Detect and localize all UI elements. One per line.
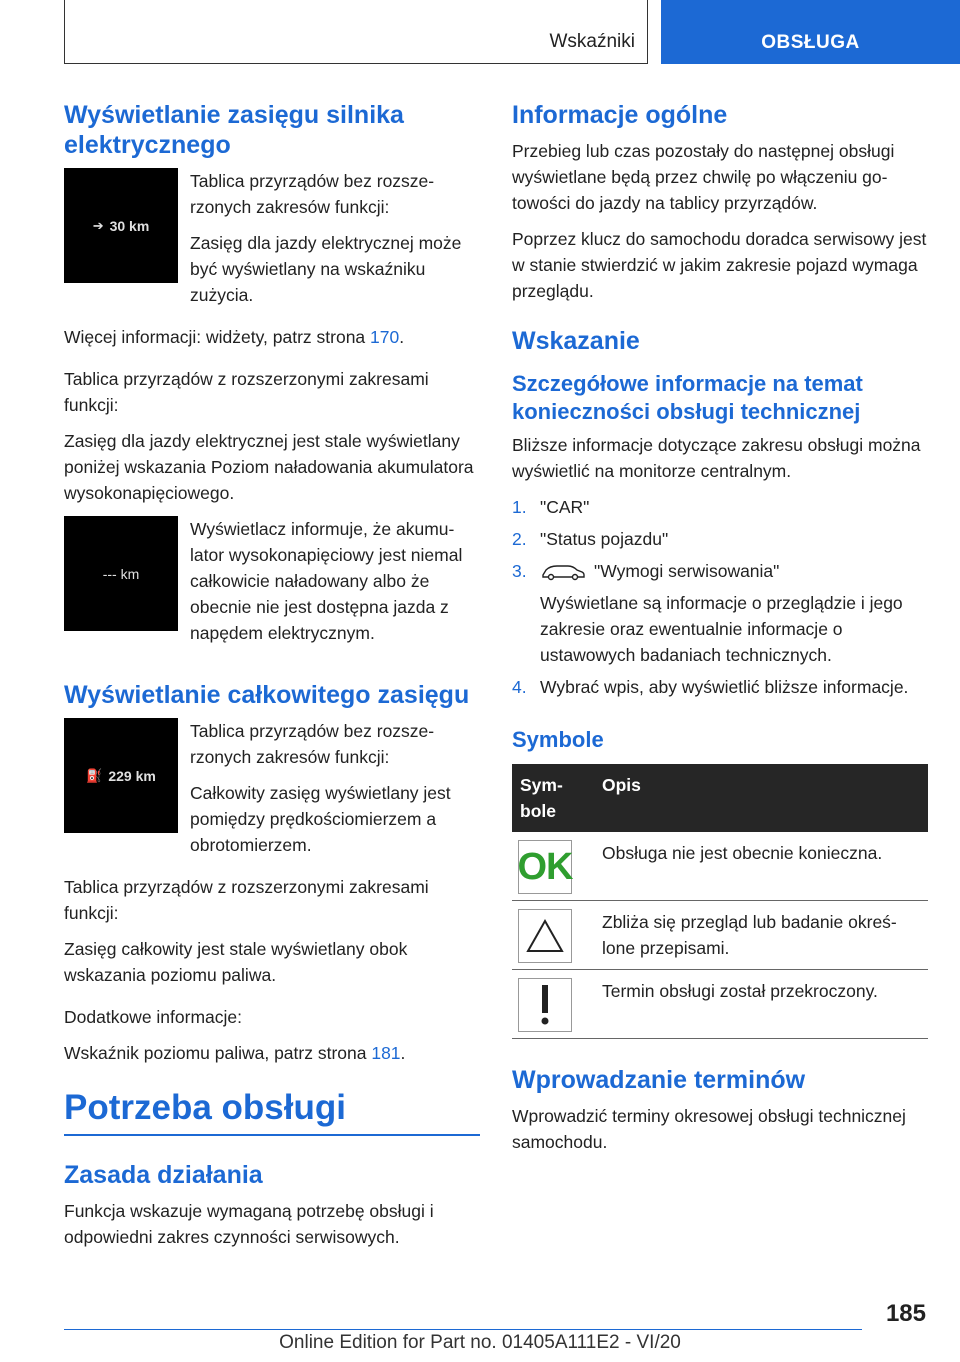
- fuel-gauge-text: Wskaźnik poziomu paliwa, patrz strona: [64, 1043, 372, 1063]
- general-text-2: Poprzez klucz do samochodu doradca serwisowy jest w stanie stwierdzić w jakim zakresie pojazd wymaga przeglądu.: [512, 229, 927, 301]
- extended-cluster-label-2: Tablica przyrządów z rozszerzonymi zakresami funkcji:: [64, 877, 429, 923]
- total-range-ext-text: Zasięg całkowity jest stale wyświetlany obok wskazania poziomu paliwa.: [64, 939, 408, 985]
- list-item: [512, 526, 928, 552]
- cluster-image-electric-range: [64, 168, 178, 283]
- steps-list: [512, 494, 928, 700]
- basic-cluster-label-2: Tablica przyrządów bez rozszerzonych zakresów funkcji:: [190, 721, 435, 767]
- heading-enter-dates: Wprowadzanie terminów: [512, 1066, 806, 1094]
- list-item: [512, 494, 928, 520]
- page-link-170[interactable]: 170: [370, 327, 400, 347]
- fuel-gauge-paragraph: [64, 1040, 480, 1066]
- page-number: 185: [885, 1300, 926, 1327]
- total-range-basic-text: Całkowity zasięg wyświetlany jest pomiędzy prędkościomierzem a obrotomierzem.: [190, 783, 451, 855]
- step-number: 2.: [512, 529, 527, 549]
- fuel-pump-icon: ⛽: [86, 767, 103, 783]
- heading-indication: Wskazanie: [512, 327, 640, 355]
- heading-electric-range: Wyświetlanie zasięgu silnika elektrycznego: [64, 101, 404, 159]
- header-tab[interactable]: [661, 0, 960, 64]
- total-range-block: [64, 718, 480, 868]
- step-text: "CAR": [540, 497, 590, 517]
- heading-service-details: Szczegółowe informacje na temat konieczności obsługi technicznej: [512, 371, 863, 424]
- enter-dates-text: Wprowadzić terminy okresowej obsługi technicznej samochodu.: [512, 1106, 906, 1152]
- footer-rule: [64, 1329, 862, 1330]
- car-service-icon: [540, 563, 586, 581]
- header-section-box: [64, 0, 648, 64]
- symbol-description: Zbliża się przegląd lub badanie określone przepisami.: [594, 901, 928, 970]
- total-range-value: 229 km: [108, 767, 156, 784]
- battery-empty-text: Wyświetlacz informuje, że akumulator wysokonapięciowy jest niemal całkowicie naładowany albo że obecnie nie jest dostępna jazda z napędem elektrycznym.: [190, 519, 463, 643]
- exclamation-icon: [518, 978, 572, 1032]
- ok-icon: OK: [518, 840, 572, 894]
- symbols-table: [512, 764, 928, 1039]
- step-text: "Wymogi serwisowania": [594, 561, 780, 581]
- step-text: "Status pojazdu": [540, 529, 669, 549]
- additional-info-label: Dodatkowe informacje:: [64, 1007, 242, 1027]
- page-link-181[interactable]: 181: [371, 1043, 401, 1063]
- left-column: [64, 100, 480, 1260]
- cluster-image-empty-range: [64, 516, 178, 631]
- heading-symbols: Symbole: [512, 727, 604, 752]
- extended-cluster-label: Tablica przyrządów z rozszerzonymi zakresami funkcji:: [64, 369, 429, 415]
- heading-principle: Zasada działania: [64, 1161, 263, 1189]
- list-item: [512, 674, 928, 700]
- step-number: 3.: [512, 561, 527, 581]
- electric-range-basic-text: Zasięg dla jazdy elektrycznej może być wyświetlany na wskaźniku zużycia.: [190, 233, 462, 305]
- right-column: [512, 100, 928, 1165]
- principle-text: Funkcja wskazuje wymaganą potrzebę obsługi i odpowiedni zakres czynności serwisowych.: [64, 1201, 434, 1247]
- step-subtext: Wyświetlane są informacje o przeglądzie i jego zakresie oraz ewentualnie informacje o ustawowych badaniach technicznych.: [540, 593, 903, 665]
- heading-general-info: Informacje ogólne: [512, 101, 728, 129]
- heading-service-need: Potrzeba obsługi: [64, 1086, 480, 1136]
- heading-total-range: Wyświetlanie całkowitego zasięgu: [64, 681, 470, 709]
- header-section-title: Wskaźniki: [549, 31, 635, 52]
- more-info-dot: .: [399, 327, 405, 347]
- electric-range-value: 30 km: [109, 217, 150, 234]
- basic-cluster-label: Tablica przyrządów bez rozszerzonych zakresów funkcji:: [190, 171, 435, 217]
- battery-empty-block: [64, 516, 480, 656]
- symbol-description: Termin obsługi został przekroczony.: [594, 970, 928, 1039]
- header-tab-label: OBSŁUGA: [761, 32, 860, 53]
- column-header-description: Opis: [594, 764, 928, 832]
- empty-range-value: --- km: [102, 565, 140, 582]
- table-row: [512, 970, 928, 1039]
- footer-edition: Online Edition for Part no. 01405A111E2 - VI/20: [279, 1332, 681, 1353]
- cluster-image-total-range: [64, 718, 178, 833]
- symbol-description: Obsługa nie jest obecnie konieczna.: [594, 832, 928, 901]
- fuel-gauge-dot: .: [400, 1043, 406, 1063]
- more-info-text: Więcej informacji: widżety, patrz strona: [64, 327, 371, 347]
- table-row: [512, 832, 928, 901]
- list-item: [512, 558, 928, 668]
- general-text-1: Przebieg lub czas pozostały do następnej obsługi wyświetlane będą przez chwilę po włączeniu gotowości do jazdy na tablicy przyrządów.: [512, 141, 895, 213]
- electric-range-block: [64, 168, 480, 318]
- warning-triangle-icon: [518, 909, 572, 963]
- service-details-text: Bliższe informacje dotyczące zakresu obsługi można wyświetlić na monitorze centralnym.: [512, 435, 921, 481]
- step-number: 1.: [512, 497, 527, 517]
- table-row: [512, 901, 928, 970]
- step-text: Wybrać wpis, aby wyświetlić bliższe informacje.: [540, 677, 909, 697]
- electric-range-ext-text: Zasięg dla jazdy elektrycznej jest stale wyświetlany poniżej wskazania Poziom naładowania akumulatora wysokonapięciowego.: [64, 431, 474, 503]
- more-info-paragraph: [64, 324, 480, 350]
- step-number: 4.: [512, 677, 527, 697]
- table-header-row: [512, 764, 928, 832]
- electric-drive-icon: ➔: [92, 217, 104, 233]
- column-header-symbol: Symbole: [512, 764, 594, 832]
